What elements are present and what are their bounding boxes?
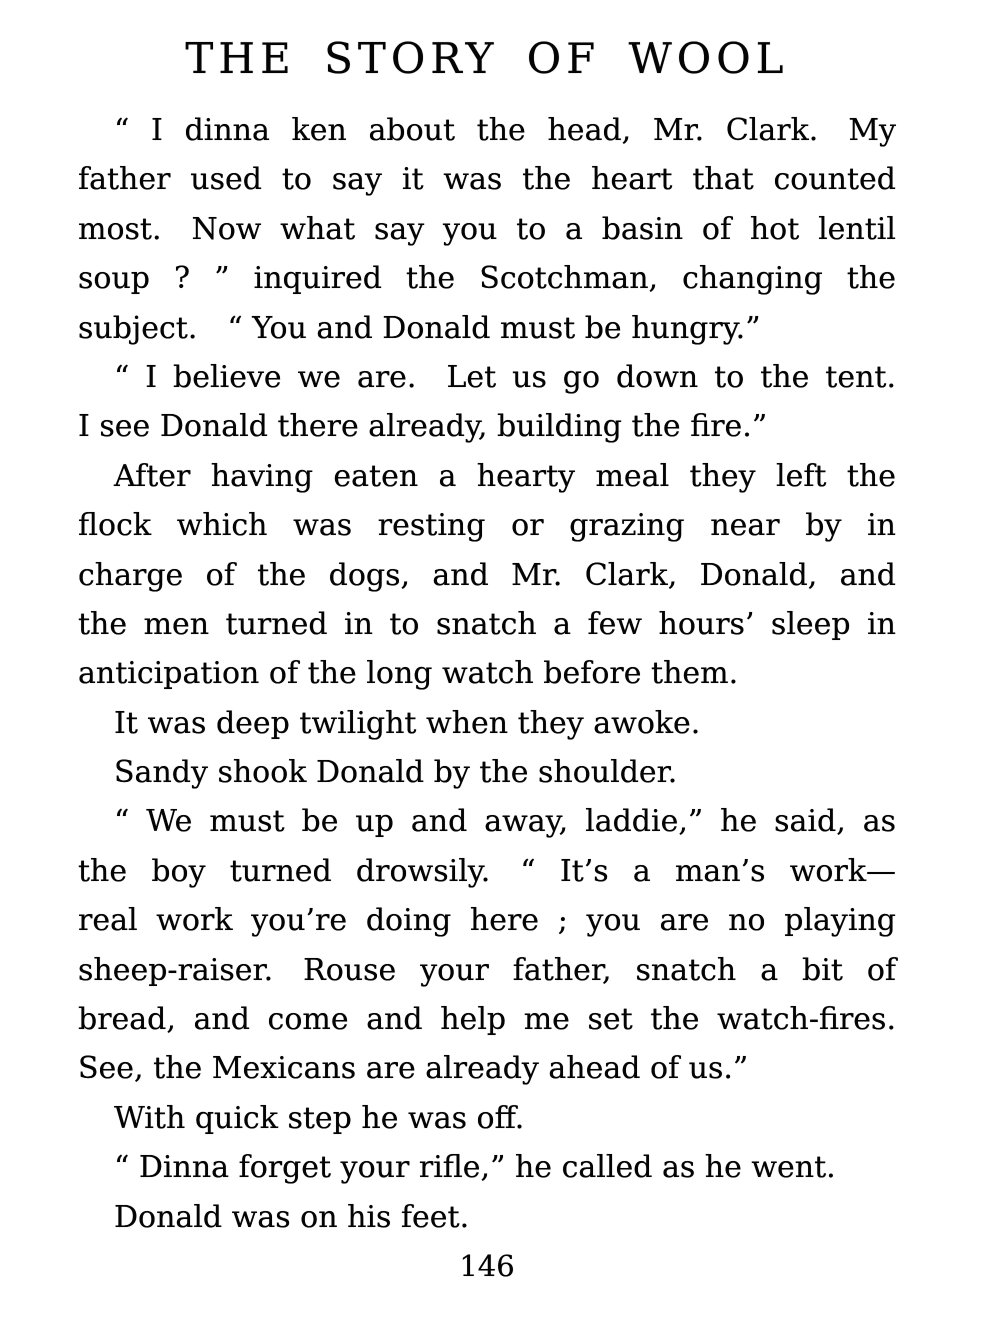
- paragraph: [78, 353, 896, 452]
- text-line: “ We must be up and away, laddie,” he said, as: [114, 804, 896, 840]
- text-line: “ I believe we are. Let us go down to the tent.: [114, 359, 896, 395]
- text-line: the men turned in to snatch a few hours’ sleep in: [78, 606, 896, 642]
- text-line: “ I dinna ken about the head, Mr. Clark. My: [114, 113, 896, 148]
- paragraph: [78, 1094, 896, 1143]
- page-number: 146: [459, 1248, 515, 1283]
- text-line: charge of the dogs, and Mr. Clark, Donald, and: [78, 557, 896, 593]
- paragraph: [78, 1143, 896, 1192]
- paragraph: [78, 699, 896, 748]
- text-line: anticipation of the long watch before them.: [78, 656, 739, 692]
- text-line: After having eaten a hearty meal they left the: [114, 458, 896, 494]
- paragraph: [78, 748, 896, 797]
- text-line: most. Now what say you to a basin of hot lentil: [78, 211, 896, 247]
- text-line: Sandy shook Donald by the shoulder.: [114, 755, 678, 791]
- paragraph: [78, 797, 896, 1093]
- text-line: Donald was on his feet.: [114, 1199, 470, 1235]
- paragraph: [78, 452, 896, 699]
- text-line: See, the Mexicans are already ahead of us.”: [78, 1051, 749, 1087]
- text-line: soup ? ” inquired the Scotchman, changing the: [78, 261, 896, 297]
- text-line: It was deep twilight when they awoke.: [114, 705, 701, 741]
- text-line: bread, and come and help me set the watch-fires.: [78, 1002, 896, 1038]
- text-line: “ Dinna forget your rifle,” he called as he went.: [114, 1150, 836, 1186]
- text-line: the boy turned drowsily. “ It’s a man’s work—: [78, 853, 896, 889]
- body-text: [78, 106, 896, 1291]
- text-line: real work you’re doing here ; you are no playing: [78, 903, 896, 939]
- text-line: flock which was resting or grazing near by in: [78, 508, 896, 544]
- paragraph: [78, 1193, 896, 1242]
- text-line: I see Donald there already, building the fire.”: [78, 409, 768, 445]
- page-title: THE STORY OF WOOL: [185, 34, 789, 83]
- page-content: [78, 34, 896, 1291]
- text-line: sheep-raiser. Rouse your father, snatch a bit of: [78, 952, 896, 988]
- text-line: subject. “ You and Donald must be hungry.”: [78, 310, 761, 346]
- text-line: father used to say it was the heart that counted: [78, 162, 896, 198]
- paragraph: [78, 106, 896, 353]
- text-line: With quick step he was off.: [114, 1100, 525, 1136]
